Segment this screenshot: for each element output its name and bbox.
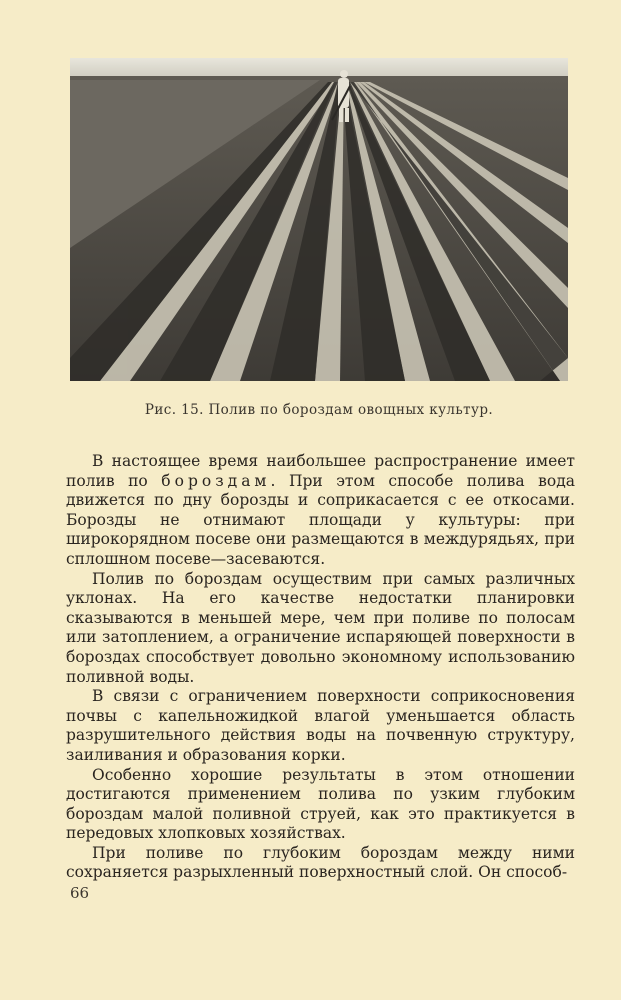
paragraph xyxy=(66,570,575,688)
text-run: Полив по бороздам осуществим при самых различных уклонах. На его качестве недостатки планировки сказываются в меньшей мере, чем при поливе по полосам или затоплением, а ограничение испаряющей поверхности в бороздах способствует довольно экономному использованию поливной воды. xyxy=(66,569,575,686)
emphasized-term: бороздам xyxy=(161,471,271,490)
paragraph xyxy=(66,687,575,765)
text-run: При поливе по глубоким бороздам между ними сохраняется разрыхленный поверхностный слой. Он способ- xyxy=(66,843,575,882)
paragraph xyxy=(66,452,575,570)
body-text xyxy=(66,452,575,883)
furrow-field-illustration xyxy=(70,58,568,381)
figure-photo xyxy=(70,58,568,381)
page-number: 66 xyxy=(70,884,90,902)
text-run: В настоящее время наибольшее распространение имеет полив по xyxy=(66,452,575,490)
text-run: Особенно хорошие результаты в этом отношении достигаются применением полива по узким глубоким бороздам малой поливной струей, как это практикуется в передовых хлопковых хозяйствах. xyxy=(66,765,575,843)
text-run: . При этом способе полива вода движется по дну борозды и соприкасается с ее откосами. Борозды не отнимают площади у культуры: при широкорядном посеве они размещаются в междурядьях, при сплошном посеве—засеваются. xyxy=(66,471,575,568)
paragraph xyxy=(66,766,575,844)
paragraph xyxy=(66,844,575,883)
text-run: В связи с ограничением поверхности соприкосновения почвы с капельножидкой влагой уменьшается область разрушительного действия воды на почвенную структуру, заиливания и образования корки. xyxy=(66,687,575,764)
figure-caption: Рис. 15. Полив по бороздам овощных культур. xyxy=(144,402,494,418)
